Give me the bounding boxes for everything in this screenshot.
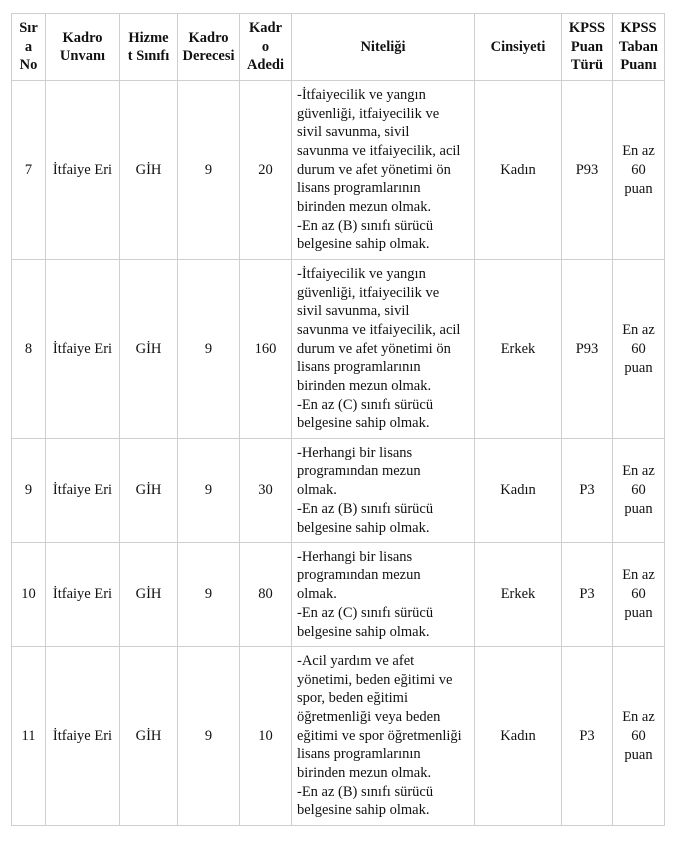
kpss-puan-turu-cell: P3 bbox=[562, 647, 613, 826]
niteligi-line: birinden mezun olmak. bbox=[297, 765, 432, 782]
header-kadro-derecesi: Kadro Derecesi bbox=[178, 14, 240, 81]
hizmet-sinifi-cell: GİH bbox=[120, 543, 178, 647]
niteligi-cell bbox=[292, 543, 475, 647]
niteligi-line: sivil savunma, sivil bbox=[297, 303, 410, 320]
niteligi-line: belgesine sahip olmak. bbox=[297, 802, 430, 819]
header-niteligi: Niteliği bbox=[292, 14, 475, 81]
header-kpss-puan-turu: KPSS Puan Türü bbox=[562, 14, 613, 81]
table-row bbox=[12, 439, 665, 543]
row-number: 10 bbox=[12, 543, 46, 647]
niteligi-line: sivil savunma, sivil bbox=[297, 124, 410, 141]
taban-puani-line: puan bbox=[624, 501, 653, 517]
niteligi-cell bbox=[292, 647, 475, 826]
row-number: 8 bbox=[12, 260, 46, 439]
taban-puani-line: En az bbox=[622, 708, 655, 725]
cinsiyeti-cell: Kadın bbox=[475, 81, 562, 260]
taban-puani-line: puan bbox=[624, 359, 653, 376]
staff-table-wrapper bbox=[11, 13, 665, 826]
kpss-puan-turu-cell: P93 bbox=[562, 81, 613, 260]
niteligi-line: savunma ve itfaiyecilik, acil bbox=[297, 321, 461, 338]
niteligi-line: durum ve afet yönetimi ön bbox=[297, 340, 451, 357]
niteligi-line: -İtfaiyecilik ve yangın bbox=[297, 265, 426, 282]
table-row bbox=[12, 260, 665, 439]
niteligi-line: -İtfaiyecilik ve yangın bbox=[297, 86, 426, 103]
niteligi-line: yönetimi, beden eğitimi ve bbox=[297, 671, 453, 688]
kadro-unvani-cell: İtfaiye Eri bbox=[46, 647, 120, 826]
header-sira-no: Sır a No bbox=[12, 14, 46, 81]
kadro-derecesi-cell: 9 bbox=[178, 260, 240, 439]
kadro-unvani-cell: İtfaiye Eri bbox=[46, 543, 120, 647]
niteligi-line: lisans programlarının bbox=[297, 180, 421, 197]
kadro-adedi-cell: 80 bbox=[240, 543, 292, 647]
kpss-taban-puani-cell bbox=[613, 543, 665, 647]
niteligi-line: spor, beden eğitimi bbox=[297, 690, 408, 707]
niteligi-line: savunma ve itfaiyecilik, acil bbox=[297, 142, 461, 159]
niteligi-line: -En az (B) sınıfı sürücü bbox=[297, 500, 434, 517]
taban-puani-line: En az bbox=[622, 567, 655, 583]
niteligi-cell bbox=[292, 81, 475, 260]
kpss-taban-puani-cell bbox=[613, 260, 665, 439]
header-kpss-taban-puani: KPSS Taban Puanı bbox=[613, 14, 665, 81]
niteligi-cell bbox=[292, 439, 475, 543]
niteligi-line: olmak. bbox=[297, 482, 337, 499]
table-row bbox=[12, 543, 665, 647]
niteligi-line: olmak. bbox=[297, 586, 337, 603]
header-hizmet-sinifi: Hizme t Sınıfı bbox=[120, 14, 178, 81]
kadro-derecesi-cell: 9 bbox=[178, 81, 240, 260]
taban-puani-line: 60 bbox=[631, 340, 646, 357]
niteligi-line: -En az (B) sınıfı sürücü bbox=[297, 783, 434, 800]
niteligi-line: -Herhangi bir lisans bbox=[297, 548, 413, 565]
niteligi-line: öğretmenliği veya beden bbox=[297, 708, 441, 725]
kadro-unvani-cell: İtfaiye Eri bbox=[46, 260, 120, 439]
kpss-puan-turu-cell: P3 bbox=[562, 543, 613, 647]
kadro-adedi-cell: 20 bbox=[240, 81, 292, 260]
table-row bbox=[12, 647, 665, 826]
niteligi-line: -En az (B) sınıfı sürücü bbox=[297, 217, 434, 234]
hizmet-sinifi-cell: GİH bbox=[120, 647, 178, 826]
taban-puani-line: puan bbox=[624, 180, 653, 197]
hizmet-sinifi-cell: GİH bbox=[120, 439, 178, 543]
taban-puani-line: En az bbox=[622, 142, 655, 159]
hizmet-sinifi-cell: GİH bbox=[120, 81, 178, 260]
niteligi-line: lisans programlarının bbox=[297, 359, 421, 376]
header-kadro-adedi: Kadr o Adedi bbox=[240, 14, 292, 81]
kpss-taban-puani-cell bbox=[613, 81, 665, 260]
taban-puani-line: 60 bbox=[631, 161, 646, 178]
niteligi-line: -Acil yardım ve afet bbox=[297, 652, 415, 669]
taban-puani-line: En az bbox=[622, 463, 655, 479]
niteligi-line: durum ve afet yönetimi ön bbox=[297, 161, 451, 178]
row-number: 7 bbox=[12, 81, 46, 260]
niteligi-line: güvenliği, itfaiyecilik ve bbox=[297, 105, 440, 122]
cinsiyeti-cell: Erkek bbox=[475, 260, 562, 439]
niteligi-line: belgesine sahip olmak. bbox=[297, 519, 430, 536]
cinsiyeti-cell: Kadın bbox=[475, 647, 562, 826]
niteligi-line: -Herhangi bir lisans bbox=[297, 444, 413, 461]
niteligi-line: eğitimi ve spor öğretmenliği bbox=[297, 727, 462, 744]
niteligi-line: -En az (C) sınıfı sürücü bbox=[297, 396, 434, 413]
niteligi-line: birinden mezun olmak. bbox=[297, 199, 432, 216]
niteligi-line: birinden mezun olmak. bbox=[297, 378, 432, 395]
taban-puani-line: 60 bbox=[631, 586, 646, 602]
kpss-puan-turu-cell: P93 bbox=[562, 260, 613, 439]
kpss-taban-puani-cell bbox=[613, 439, 665, 543]
kpss-taban-puani-cell bbox=[613, 647, 665, 826]
cinsiyeti-cell: Kadın bbox=[475, 439, 562, 543]
header-cinsiyeti: Cinsiyeti bbox=[475, 14, 562, 81]
niteligi-line: belgesine sahip olmak. bbox=[297, 623, 430, 640]
niteligi-line: programından mezun bbox=[297, 463, 421, 480]
hizmet-sinifi-cell: GİH bbox=[120, 260, 178, 439]
taban-puani-line: En az bbox=[622, 321, 655, 338]
table-body bbox=[12, 81, 665, 826]
kpss-puan-turu-cell: P3 bbox=[562, 439, 613, 543]
niteligi-line: lisans programlarının bbox=[297, 746, 421, 763]
header-row bbox=[12, 14, 665, 81]
taban-puani-line: puan bbox=[624, 746, 653, 763]
niteligi-line: -En az (C) sınıfı sürücü bbox=[297, 604, 434, 621]
kadro-derecesi-cell: 9 bbox=[178, 647, 240, 826]
row-number: 9 bbox=[12, 439, 46, 543]
kadro-adedi-cell: 160 bbox=[240, 260, 292, 439]
taban-puani-line: 60 bbox=[631, 727, 646, 744]
kadro-derecesi-cell: 9 bbox=[178, 543, 240, 647]
cinsiyeti-cell: Erkek bbox=[475, 543, 562, 647]
kadro-adedi-cell: 10 bbox=[240, 647, 292, 826]
niteligi-line: belgesine sahip olmak. bbox=[297, 236, 430, 253]
staff-positions-table bbox=[11, 13, 665, 826]
taban-puani-line: 60 bbox=[631, 482, 646, 498]
niteligi-line: belgesine sahip olmak. bbox=[297, 415, 430, 432]
niteligi-line: güvenliği, itfaiyecilik ve bbox=[297, 284, 440, 301]
taban-puani-line: puan bbox=[624, 605, 653, 621]
niteligi-cell bbox=[292, 260, 475, 439]
table-row bbox=[12, 81, 665, 260]
kadro-adedi-cell: 30 bbox=[240, 439, 292, 543]
row-number: 11 bbox=[12, 647, 46, 826]
kadro-unvani-cell: İtfaiye Eri bbox=[46, 439, 120, 543]
kadro-derecesi-cell: 9 bbox=[178, 439, 240, 543]
kadro-unvani-cell: İtfaiye Eri bbox=[46, 81, 120, 260]
niteligi-line: programından mezun bbox=[297, 567, 421, 584]
header-kadro-unvani: Kadro Unvanı bbox=[46, 14, 120, 81]
